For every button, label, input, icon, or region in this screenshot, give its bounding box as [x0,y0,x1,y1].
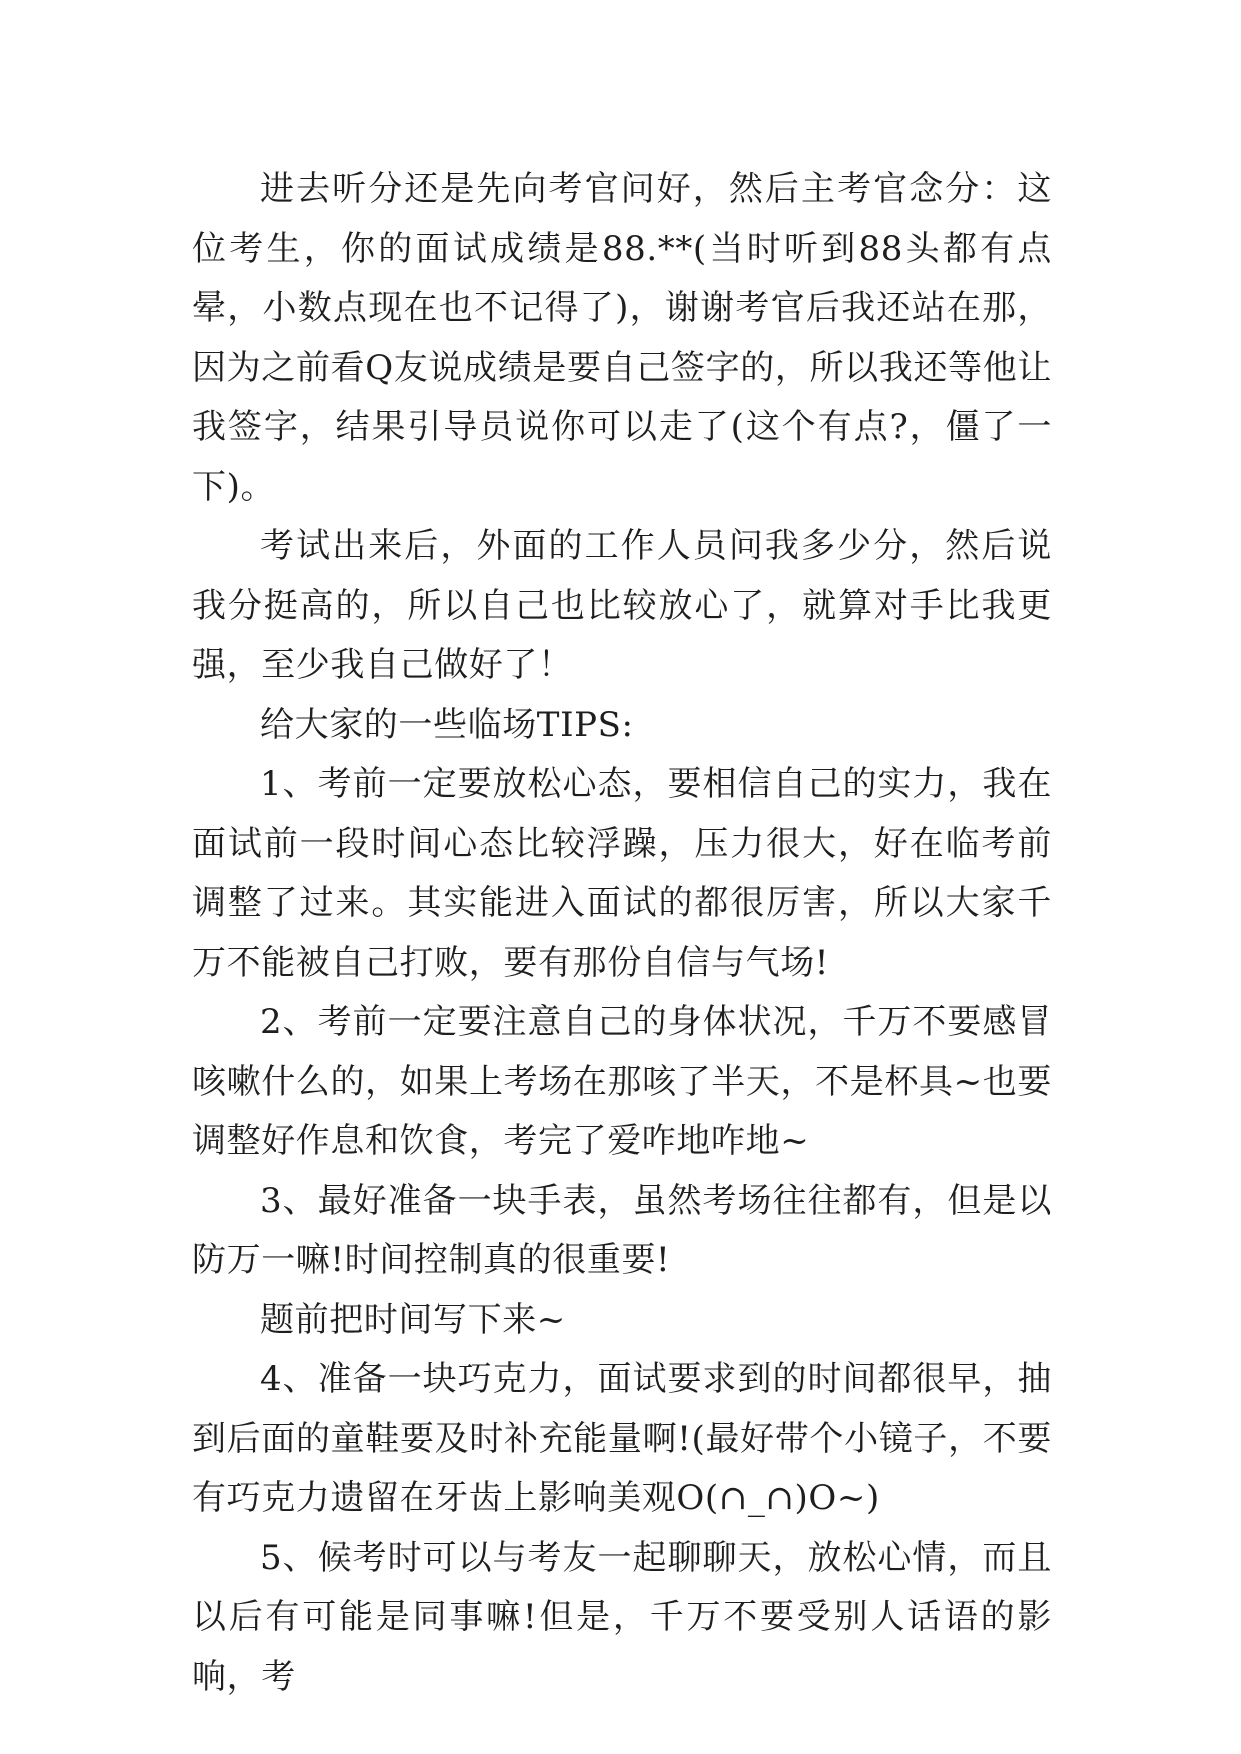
paragraph-tip-3-note: 题前把时间写下来~ [260,1299,566,1340]
paragraph-score-announcement: 进去听分还是先向考官问好，然后主考官念分：这位考生，你的面试成绩是88.**(当时听到88头都有点晕，小数点现在也不记得了)，谢谢考官后我还站在那，因为之前看Q友说成绩是要自己签字的，所以我还等他让我签字，结果引导员说你可以走了(这个有点?，僵了一下)。 [192,169,1052,507]
paragraph-tip-5: 5、候考时可以与考友一起聊聊天，放松心情，而且以后有可能是同事嘛!但是，千万不要受别人话语的影响，考 [192,1537,1052,1697]
paragraph-tip-2: 2、考前一定要注意自己的身体状况，千万不要感冒咳嗽什么的，如果上考场在那咳了半天，不是杯具~也要调整好作息和饮食，考完了爱咋地咋地~ [192,1002,1052,1161]
paragraph-tip-4: 4、准备一块巧克力，面试要求到的时间都很早，抽到后面的童鞋要及时补充能量啊!(最好带个小镜子，不要有巧克力遗留在牙齿上影响美观O(∩_∩)O~) [192,1359,1052,1518]
paragraph-tip-3: 3、最好准备一块手表，虽然考场往往都有，但是以防万一嘛!时间控制真的很重要! [192,1180,1052,1280]
paragraph-after-exam: 考试出来后，外面的工作人员问我多少分，然后说我分挺高的，所以自己也比较放心了，就算对手比我更强，至少我自己做好了！ [192,526,1052,685]
paragraph-tips-heading: 给大家的一些临场TIPS: [260,704,634,745]
paragraph-tip-1: 1、考前一定要放松心态，要相信自己的实力，我在面试前一段时间心态比较浮躁，压力很大，好在临考前调整了过来。其实能进入面试的都很厉害，所以大家千万不能被自己打败，要有那份自信与气场! [192,764,1052,983]
document-body [192,160,1052,1707]
